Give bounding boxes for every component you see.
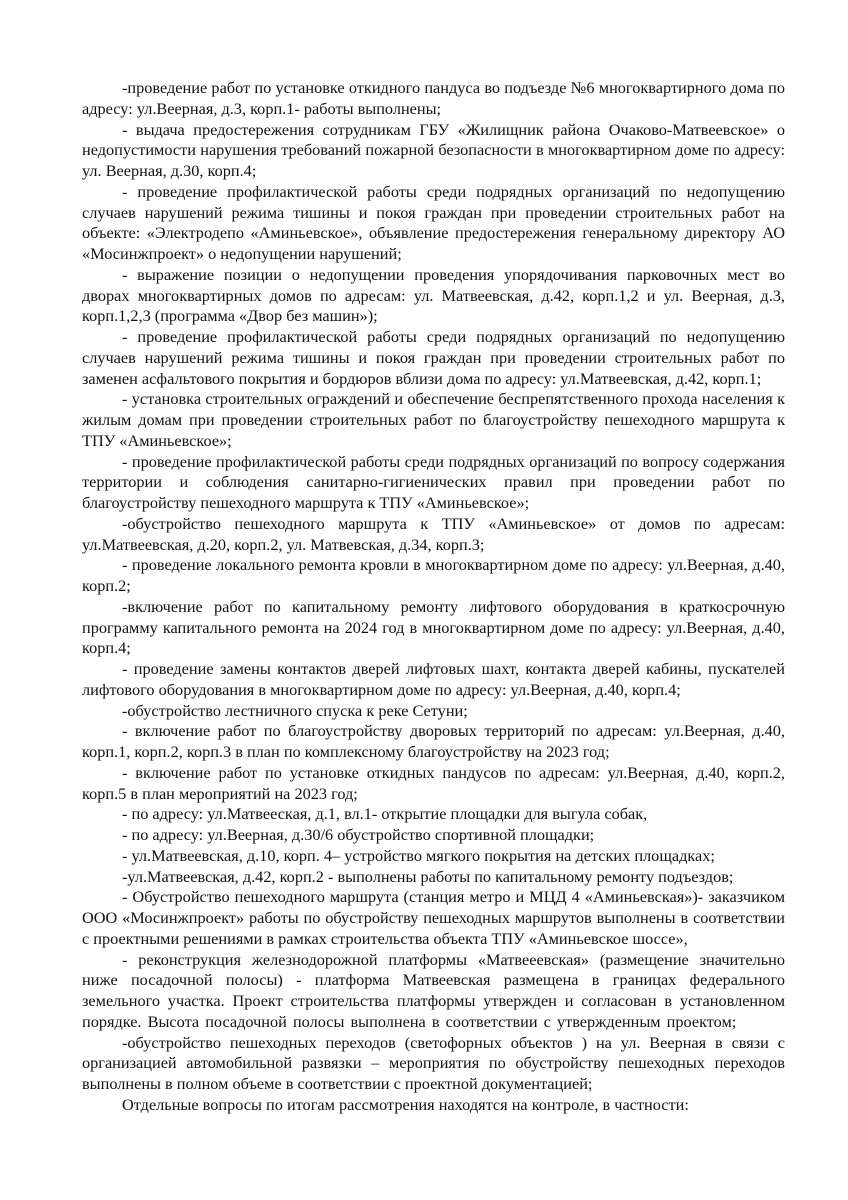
paragraph: -обустройство лестничного спуска к реке Сетуни; [122,700,468,720]
paragraph: - включение работ по благоустройству дворовых территорий по адресам: ул.Веерная, д.40, корп.1, корп.2, корп.3 в план по комплексному благоустройству на 2023 год; [82,721,785,761]
paragraph: - проведение профилактической работы среди подрядных организаций по недопущению случаев нарушений режима тишины и покоя граждан при проведении строительных работ по заменен асфальтового покрытия и бордюров вблизи дома по адресу: ул.Матвеевская, д.42, корп.1; [82,327,785,388]
paragraph: - по адресу: ул.Веерная, д.30/6 обустройство спортивной площадки; [122,825,595,844]
paragraph: -обустройство пешеходного маршрута к ТПУ «Аминьевское» от домов по адресам: ул.Матвеевская, д.20, корп.2, ул. Матвевская, д.34, корп.3; [82,513,785,554]
paragraph: - по адресу: ул.Матвееская, д.1, вл.1- открытие площадки для выгула собак, [122,804,648,824]
paragraph: -обустройство пешеходных переходов (светофорных объектов ) на ул. Веерная в связи с организацией автомобильной развязки – мероприятия по обустройству пешеходных переходов выполнены в полном объеме в соответствии с проектной документацией; [82,1032,785,1093]
paragraph: - проведение профилактической работы среди подрядных организаций по вопросу содержания территории и соблюдения санитарно-гигиенических правил при проведении работ по благоустройству пешеходного маршрута к ТПУ «Аминьевское»; [82,451,785,512]
paragraph: - выдача предостережения сотрудникам ГБУ «Жилищник района Очаково-Матвеевское» о недопустимости нарушения требований пожарной безопасности в многоквартирном доме по адресу: ул. Веерная, д.30, корп.4; [82,119,785,180]
paragraph: - установка строительных ограждений и обеспечение беспрепятственного прохода населения к жилым домам при проведении строительных работ по благоустройству пешеходного маршрута к ТПУ «Аминьевское»; [82,389,785,450]
paragraph: - Обустройство пешеходного маршрута (станция метро и МЦД 4 «Аминьевская»)- заказчиком ООО «Мосинжпроект» работы по обустройству пешеходных маршрутов выполнены в соответствии с проектными решениями в рамках строительства объекта ТПУ «Аминьевское шоссе», [82,887,785,948]
paragraph: -включение работ по капитальному ремонту лифтового оборудования в краткосрочную программу капитального ремонта на 2024 год в многоквартирном доме по адресу: ул.Веерная, д.40, корп.4; [82,596,785,658]
document-page [82,78,785,1116]
paragraph: - выражение позиции о недопущении проведения упорядочивания парковочных мест во дворах многоквартирных домов по адресам: ул. Матвеевская, д.42, корп.1,2 и ул. Веерная, д.3, корп.1,2,3 (программа «Двор без машин»); [82,264,785,326]
paragraph: - проведение профилактической работы среди подрядных организаций по недопущению случаев нарушений режима тишины и покоя граждан при проведении строительных работ на объекте: «Электродепо «Аминьевское», объявление предостережения генеральному директору АО «Мосинжпроект» о недопущении нарушений; [82,181,785,263]
paragraph: -проведение работ по установке откидного пандуса во подъезде №6 многоквартирного дома по адресу: ул.Веерная, д.3, корп.1- работы выполнены; [82,78,785,118]
paragraph: - реконструкция железнодорожной платформы «Матвееевская» (размещение значительно ниже посадочной полосы) - платформа Матвеевская размещена в границах федерального земельного участка. Проект строительства платформы утвержден и согласован в установленном порядке. Высота посадочной полосы выполнена в соответствии с утвержденным проектом; [82,949,785,1031]
paragraph: - включение работ по установке откидных пандусов по адресам: ул.Веерная, д.40, корп.2, корп.5 в план мероприятий на 2023 год; [82,762,785,803]
paragraph: - ул.Матвеевская, д.10, корп. 4– устройство мягкого покрытия на детских площадках; [122,845,715,865]
paragraph: - проведение замены контактов дверей лифтовых шахт, контакта дверей кабины, пускателей лифтового оборудования в многоквартирном доме по адресу: ул.Веерная, д.40, корп.4; [82,659,785,699]
paragraph: Отдельные вопросы по итогам рассмотрения находятся на контроле, в частности: [122,1094,689,1114]
paragraph: - проведение локального ремонта кровли в многоквартирном доме по адресу: ул.Веерная, д.40, корп.2; [82,555,785,595]
paragraph: -ул.Матвеевская, д.42, корп.2 - выполнены работы по капитальному ремонту подъездов; [122,866,734,886]
